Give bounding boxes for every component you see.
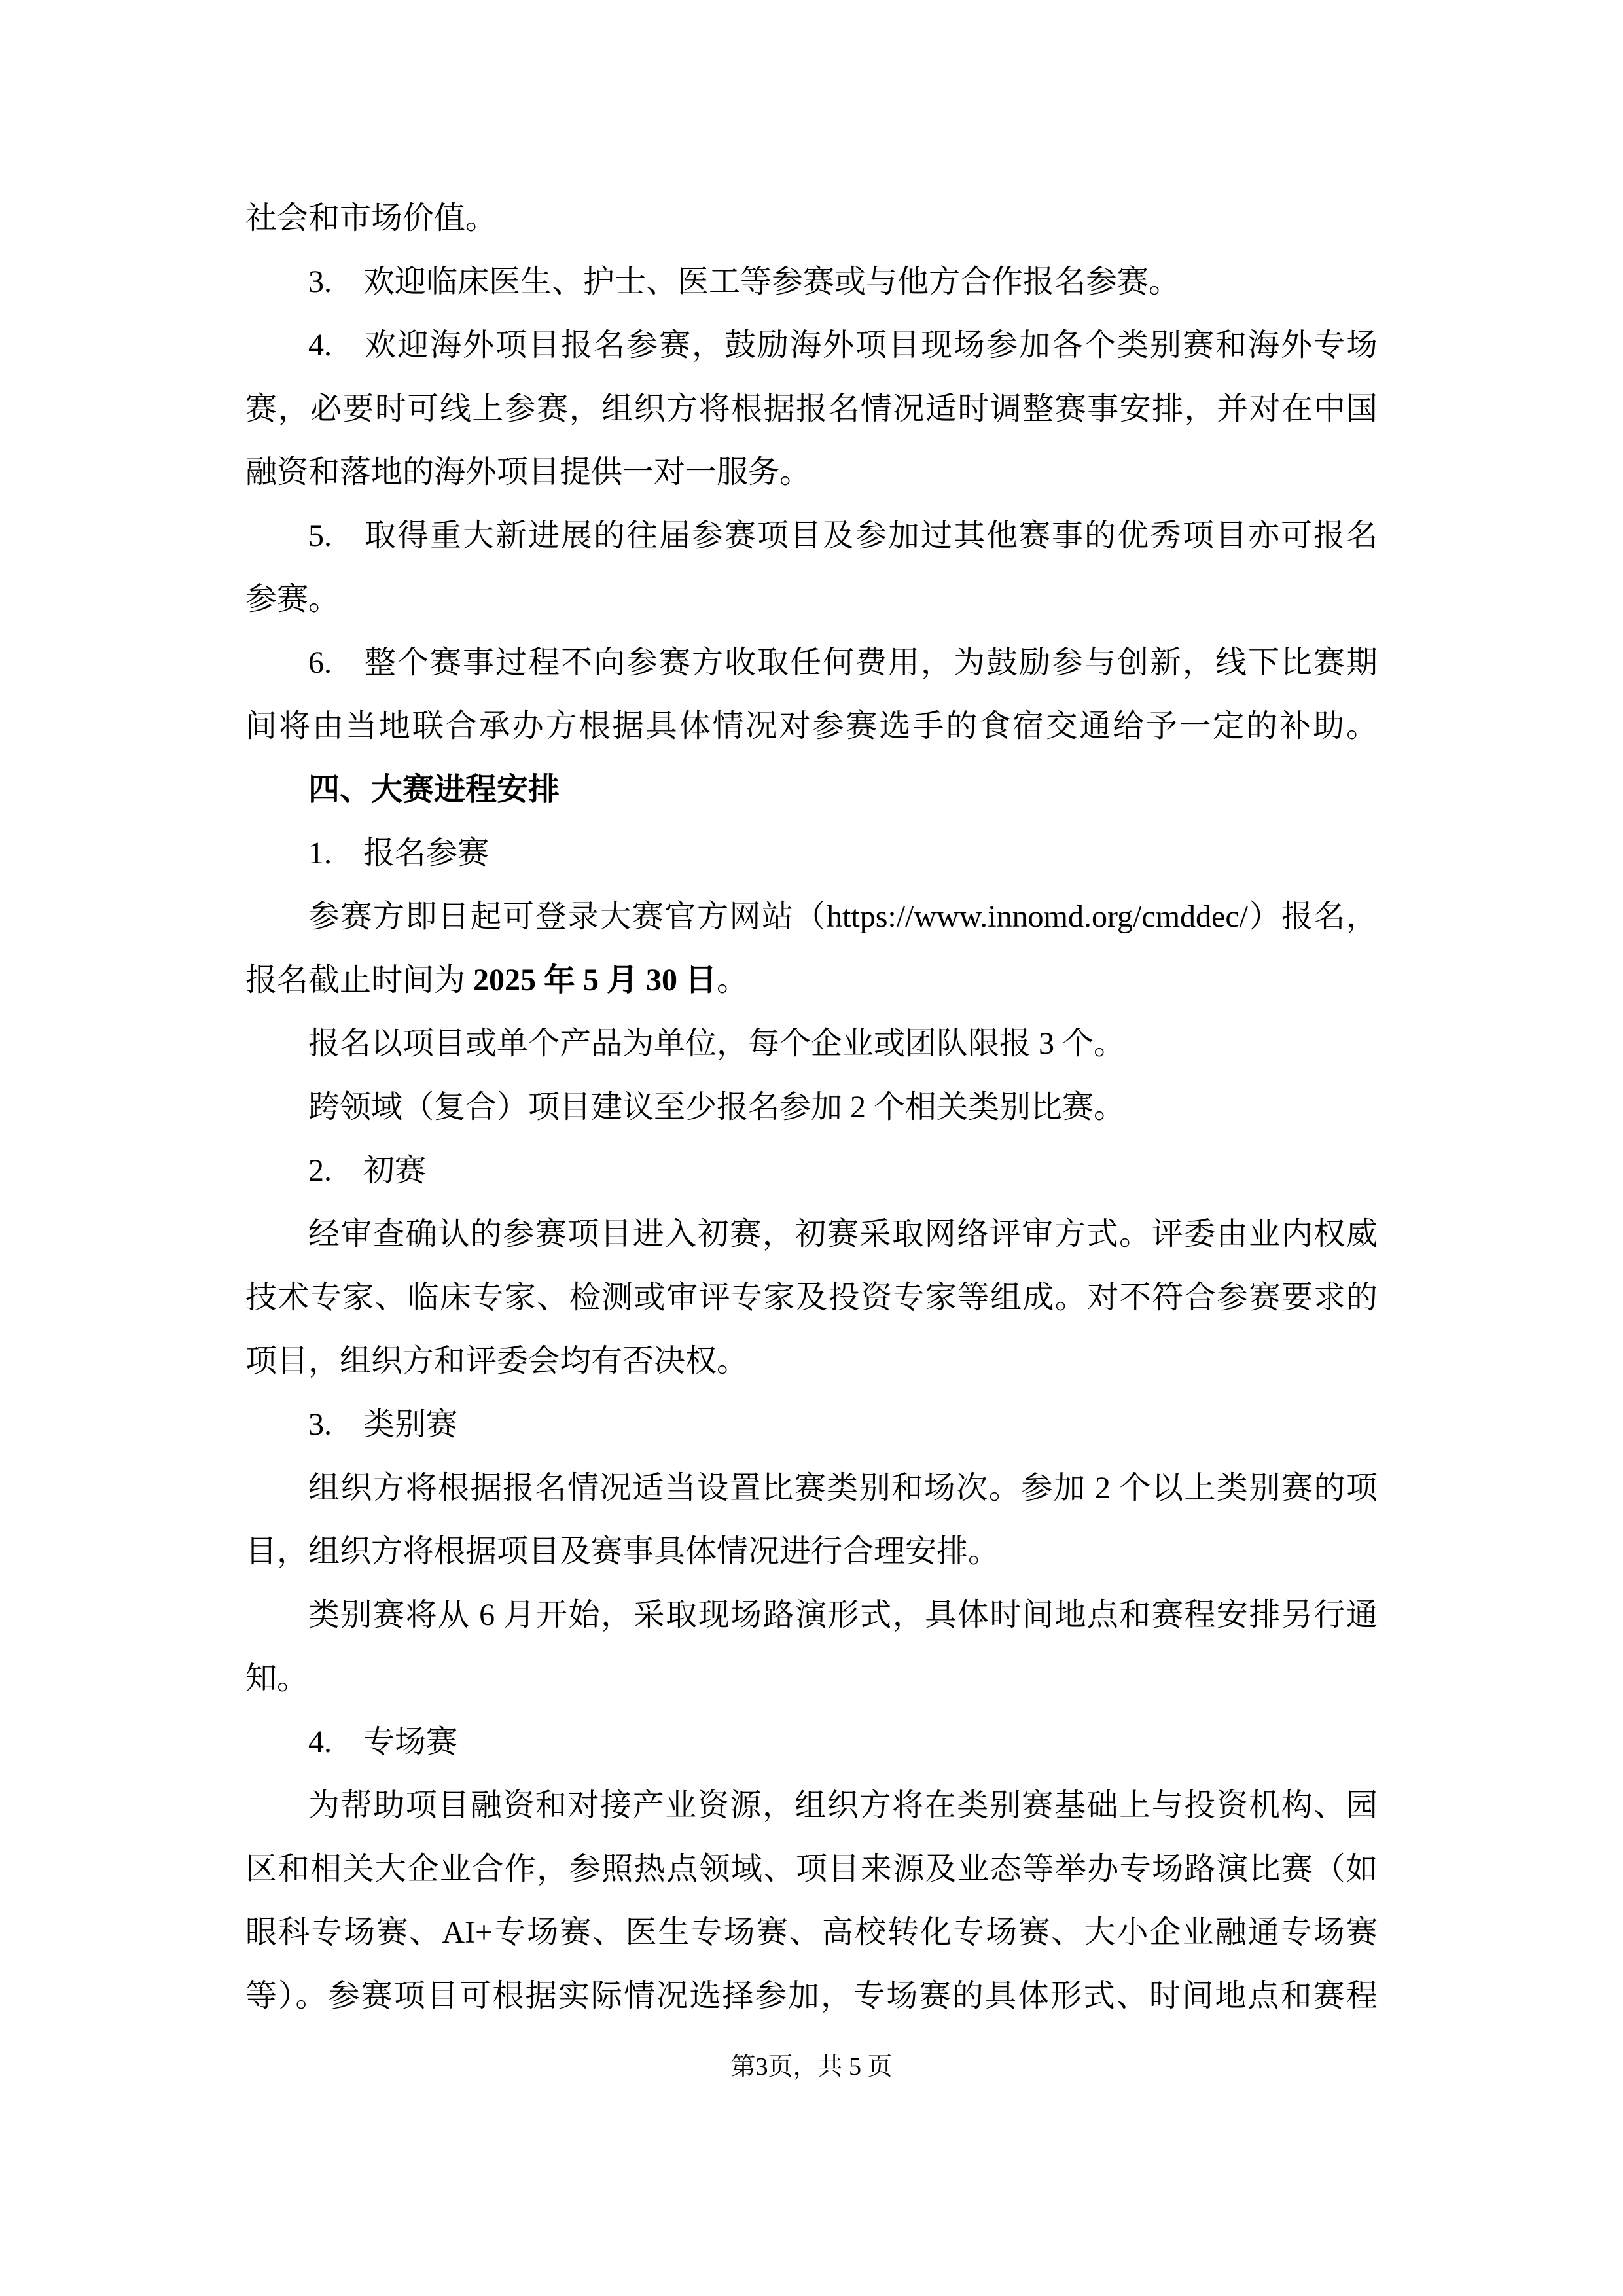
text-line: 眼科专场赛、AI+专场赛、医生专场赛、高校转化专场赛、大小企业融通专场赛 (245, 1915, 1378, 1950)
text-line: 类别赛将从 6 月开始，采取现场路演形式，具体时间地点和赛程安排另行通 (308, 1598, 1378, 1632)
section-heading: 四、大赛进程安排 (308, 772, 560, 807)
text-line: 间将由当地联合承办方根据具体情况对参赛选手的食宿交通给予一定的补助。 (245, 709, 1378, 744)
text-line: 报名以项目或单个产品为单位，每个企业或团队限报 3 个。 (308, 1026, 1126, 1061)
text-line: 等）。参赛项目可根据实际情况选择参加，专场赛的具体形式、时间地点和赛程 (245, 1979, 1378, 2013)
text-line: 项目，组织方和评委会均有否决权。 (245, 1344, 749, 1378)
text-line: 经审查确认的参赛项目进入初赛，初赛采取网络评审方式。评委由业内权威 (308, 1217, 1378, 1251)
text-line: 组织方将根据报名情况适当设置比赛类别和场次。参加 2 个以上类别赛的项 (308, 1471, 1378, 1505)
text-line: 6. 整个赛事过程不向参赛方收取任何费用，为鼓励参与创新，线下比赛期 (308, 645, 1378, 680)
text-run: 报名截止时间为 (245, 963, 474, 997)
text-run: 。 (717, 963, 749, 997)
document-body (245, 187, 1378, 2028)
text-line: 目，组织方将根据项目及赛事具体情况进行合理安排。 (245, 1534, 1000, 1569)
text-line: 3. 类别赛 (308, 1407, 458, 1442)
text-line: 社会和市场价值。 (245, 201, 497, 236)
text-line: 参赛。 (245, 582, 340, 617)
text-line (245, 948, 1378, 1012)
text-line: 5. 取得重大新进展的往届参赛项目及参加过其他赛事的优秀项目亦可报名 (308, 518, 1378, 553)
page-number-text: 第3页，共 5 页 (730, 2053, 893, 2081)
bold-text-run: 2025 年 5 月 30 日 (473, 963, 717, 997)
text-line: 参赛方即日起可登录大赛官方网站（https://www.innomd.org/cmddec/）报名， (308, 899, 1378, 934)
text-line: 为帮助项目融资和对接产业资源，组织方将在类别赛基础上与投资机构、园 (308, 1788, 1378, 1823)
text-line: 技术专家、临床专家、检测或审评专家及投资专家等组成。对不符合参赛要求的 (245, 1280, 1378, 1315)
text-line: 2. 初赛 (308, 1153, 427, 1188)
text-line: 1. 报名参赛 (308, 836, 490, 870)
text-line: 4. 专场赛 (308, 1725, 458, 1759)
text-line: 3. 欢迎临床医生、护士、医工等参赛或与他方合作报名参赛。 (308, 264, 1181, 299)
text-line: 知。 (245, 1661, 309, 1696)
text-line: 4. 欢迎海外项目报名参赛，鼓励海外项目现场参加各个类别赛和海外专场 (308, 328, 1378, 363)
text-line: 赛，必要时可线上参赛，组织方将根据报名情况适时调整赛事安排，并对在中国 (245, 391, 1378, 426)
page-footer (0, 2047, 1623, 2087)
text-line: 跨领域（复合）项目建议至少报名参加 2 个相关类别比赛。 (308, 1090, 1126, 1124)
text-line: 区和相关大企业合作，参照热点领域、项目来源及业态等举办专场路演比赛（如 (245, 1852, 1378, 1886)
text-line: 融资和落地的海外项目提供一对一服务。 (245, 455, 812, 490)
